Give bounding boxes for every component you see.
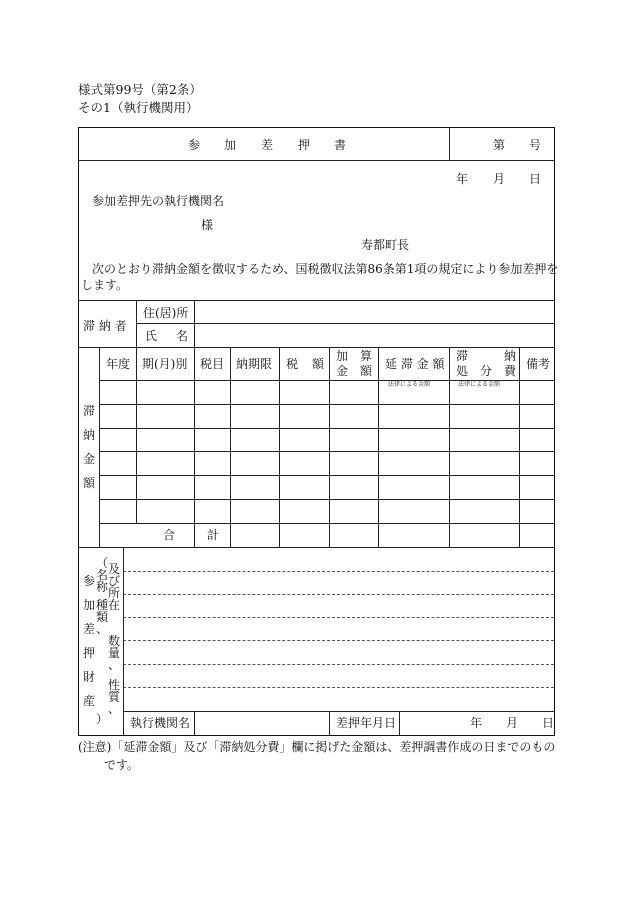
property-sub-label: 及 [108,562,121,576]
property-sub-label: 類 [96,610,109,624]
name-label: 氏 [145,329,158,343]
amount-label: 納 [83,428,96,442]
title-char: 押 [298,138,311,152]
property-label: 参 [83,574,96,588]
col-due: 納期限 [236,357,273,371]
amount-label: 金 [83,452,96,466]
delinquency-note: 法律による金額 [388,381,431,388]
col-additional-tax: 加 算 [336,349,373,363]
col-tax-item: 税目 [200,357,225,371]
title-char: 差 [261,138,274,152]
col-remarks: 備考 [526,357,551,371]
property-sub-label: 、 [96,622,109,636]
property-sub-label: 名 [96,568,109,582]
date-day: 日 [529,172,542,186]
property-sub-label: ） [96,712,109,726]
form-subtitle: その1（執行機関用） [78,100,199,115]
note-line: です。 [104,758,140,772]
property-sub-label: 質 [108,690,121,704]
title-char: 参 [188,138,201,152]
property-sub-label: 在 [108,598,121,612]
seizure-date-month: 月 [506,716,519,730]
col-disposal-fee: 滞 納 [456,349,517,363]
title-char: 加 [224,138,237,152]
property-sub-label: び [108,574,121,588]
sama-label: 様 [201,218,214,232]
property-sub-label: 種 [96,598,109,612]
property-label: 差 [83,622,96,636]
body-text: 次のとおり滞納金額を徴収するため、国税徴収法第86条第1項の規定により参加差押を [92,262,559,276]
executing-agency-label: 執行機関名 [130,716,191,730]
property-sub-label: 、 [108,658,121,672]
total-label: 計 [207,528,220,542]
number-label: 号 [529,138,542,152]
property-label: 加 [83,598,96,612]
col-tax-amount: 税 [286,357,299,371]
issuer: 寿都町長 [361,238,410,252]
form-number: 様式第99号（第2条） [78,82,202,97]
seizure-date-day: 日 [542,716,555,730]
property-sub-label: 所 [108,586,121,600]
property-sub-label: 称 [96,580,109,594]
address-label: 住(居)所 [143,306,189,320]
property-label: 財 [83,670,96,684]
seizure-date-label: 差押年月日 [336,716,397,730]
property-sub-label: （ [96,556,109,570]
property-label: 押 [83,646,96,660]
taxpayer-label: 滞 納 者 [83,319,127,333]
note-line: (注意)「延滞金額」及び「滞納処分費」欄に掲げた金額は、差押調書作成の日までのもの [78,740,556,754]
property-sub-label: 、 [108,702,121,716]
property-sub-label: 数 [108,634,121,648]
disposal-note: 法律による金額 [458,381,501,388]
col-disposal-fee: 処 分 費 [456,364,517,378]
seizure-date-year: 年 [470,716,483,730]
body-text: します。 [81,278,129,292]
property-sub-label: 量 [108,646,121,660]
date-month: 月 [493,172,506,186]
col-additional-tax: 金 額 [336,364,373,378]
seizure-participation-form [78,127,559,736]
property-sub-label: 性 [108,678,121,692]
col-year: 年度 [106,357,131,371]
total-label: 合 [163,528,176,542]
col-period: 期(月)別 [142,357,188,371]
amount-label: 滞 [83,404,96,418]
amount-label: 額 [83,476,96,490]
title-char: 書 [334,138,347,152]
date-year: 年 [456,172,469,186]
number-label: 第 [493,138,506,152]
name-label: 名 [176,329,189,343]
property-label: 産 [83,694,96,708]
recipient-label: 参加差押先の執行機関名 [92,194,225,208]
col-tax-amount: 額 [312,357,325,371]
col-delinquency: 延 滞 金 額 [385,357,445,371]
